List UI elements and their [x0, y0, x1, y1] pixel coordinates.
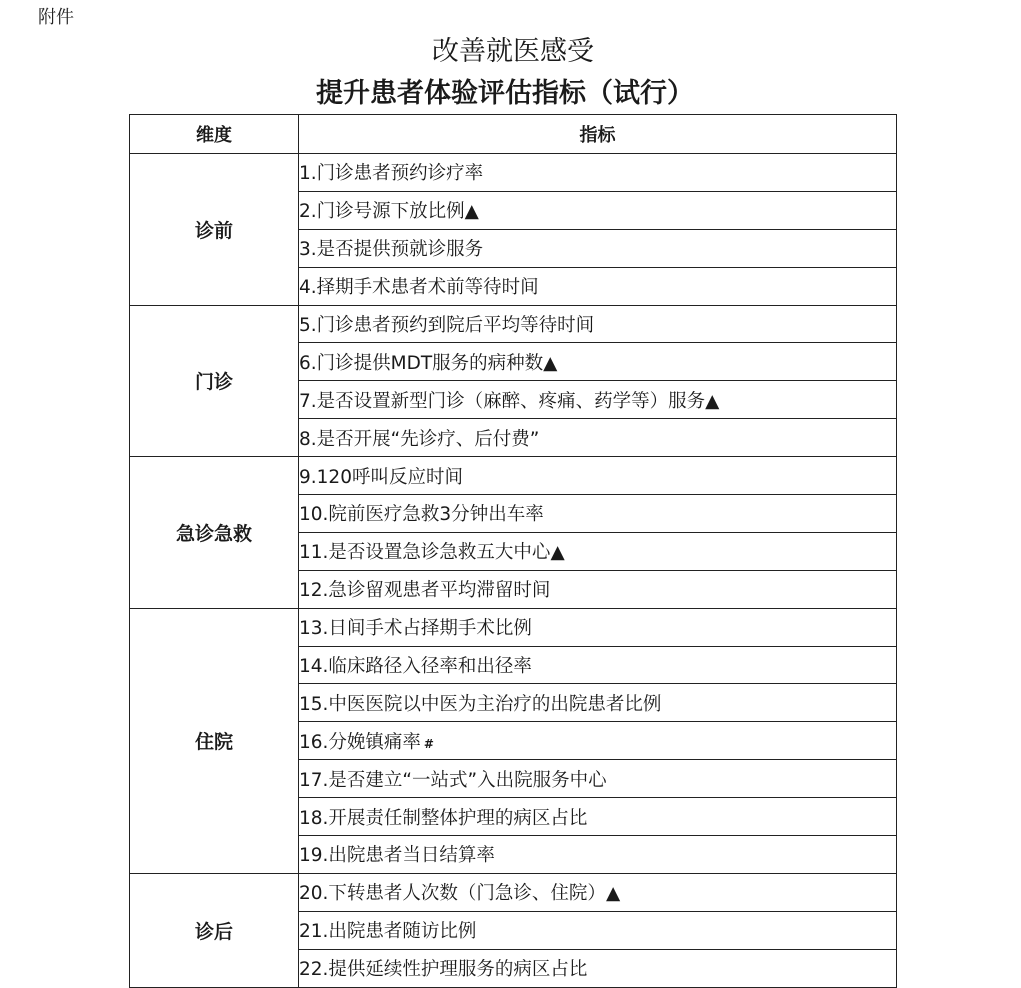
indicator-cell	[299, 381, 897, 419]
triangle-mark-icon: ▲	[464, 201, 479, 223]
dimension-cell: 住院	[130, 608, 299, 873]
dimension-cell: 诊前	[130, 154, 299, 306]
header-indicator: 指标	[299, 115, 897, 154]
indicator-text: 22.提供延续性护理服务的病区占比	[299, 959, 588, 981]
indicator-text: 10.院前医疗急救3分钟出车率	[299, 504, 544, 526]
table-header-row	[130, 115, 897, 154]
indicator-text: 17.是否建立“一站式”入出院服务中心	[299, 769, 607, 791]
indicator-text: 16.分娩镇痛率	[299, 731, 421, 753]
hash-mark: #	[423, 736, 434, 751]
triangle-mark-icon: ▲	[705, 390, 720, 412]
indicator-cell	[299, 798, 897, 836]
indicator-text: 18.开展责任制整体护理的病区占比	[299, 807, 588, 829]
dimension-cell: 门诊	[130, 305, 299, 457]
indicator-cell	[299, 760, 897, 798]
triangle-mark-icon: ▲	[543, 352, 558, 374]
indicator-cell	[299, 722, 897, 760]
triangle-mark-icon: ▲	[550, 542, 565, 564]
indicator-text: 19.出院患者当日结算率	[299, 845, 495, 867]
indicator-cell	[299, 532, 897, 570]
dimension-cell: 诊后	[130, 873, 299, 987]
triangle-mark-icon: ▲	[605, 883, 621, 905]
indicator-text: 7.是否设置新型门诊（麻醉、疼痛、药学等）服务	[299, 390, 706, 412]
indicator-cell	[299, 949, 897, 987]
table-row	[130, 873, 897, 911]
indicator-text: 15.中医医院以中医为主治疗的出院患者比例	[299, 693, 662, 715]
indicator-text: 3.是否提供预就诊服务	[299, 239, 484, 261]
indicator-cell	[299, 836, 897, 874]
indicator-cell	[299, 267, 897, 305]
indicator-text: 1.门诊患者预约诊疗率	[299, 163, 484, 185]
indicator-table	[129, 114, 897, 988]
indicator-cell	[299, 343, 897, 381]
indicator-cell	[299, 229, 897, 267]
indicator-cell	[299, 495, 897, 533]
indicator-text: 12.急诊留观患者平均滞留时间	[299, 580, 551, 602]
indicator-text: 8.是否开展“先诊疗、后付费”	[299, 428, 540, 450]
indicator-cell	[299, 608, 897, 646]
indicator-text: 14.临床路径入径率和出径率	[299, 656, 532, 678]
table-row	[130, 608, 897, 646]
indicator-cell	[299, 154, 897, 192]
indicator-cell	[299, 911, 897, 949]
indicator-text: 21.出院患者随访比例	[299, 921, 477, 943]
indicator-cell	[299, 570, 897, 608]
document-title: 改善就医感受	[432, 36, 594, 67]
attachment-label: 附件	[38, 7, 74, 28]
indicator-text: 5.门诊患者预约到院后平均等待时间	[299, 315, 595, 336]
dimension-cell: 急诊急救	[130, 457, 299, 609]
indicator-text: 13.日间手术占择期手术比例	[299, 618, 532, 640]
indicator-cell	[299, 305, 897, 343]
table-body	[130, 154, 897, 988]
indicator-text: 4.择期手术患者术前等待时间	[299, 277, 539, 299]
table-row	[130, 305, 897, 343]
table-row	[130, 154, 897, 192]
indicator-text: 9.120呼叫反应时间	[299, 466, 463, 488]
header-dimension: 维度	[130, 115, 299, 154]
indicator-cell	[299, 457, 897, 495]
indicator-text: 11.是否设置急诊急救五大中心	[299, 542, 551, 564]
indicator-cell	[299, 419, 897, 457]
indicator-cell	[299, 684, 897, 722]
document-subtitle: 提升患者体验评估指标（试行）	[316, 78, 694, 109]
indicator-text: 6.门诊提供MDT服务的病种数	[299, 352, 544, 374]
indicator-text: 20.下转患者人次数（门急诊、住院）	[299, 883, 606, 905]
indicator-cell	[299, 191, 897, 229]
indicator-text: 2.门诊号源下放比例	[299, 201, 465, 223]
indicator-cell	[299, 873, 897, 911]
table-row	[130, 457, 897, 495]
indicator-cell	[299, 646, 897, 684]
